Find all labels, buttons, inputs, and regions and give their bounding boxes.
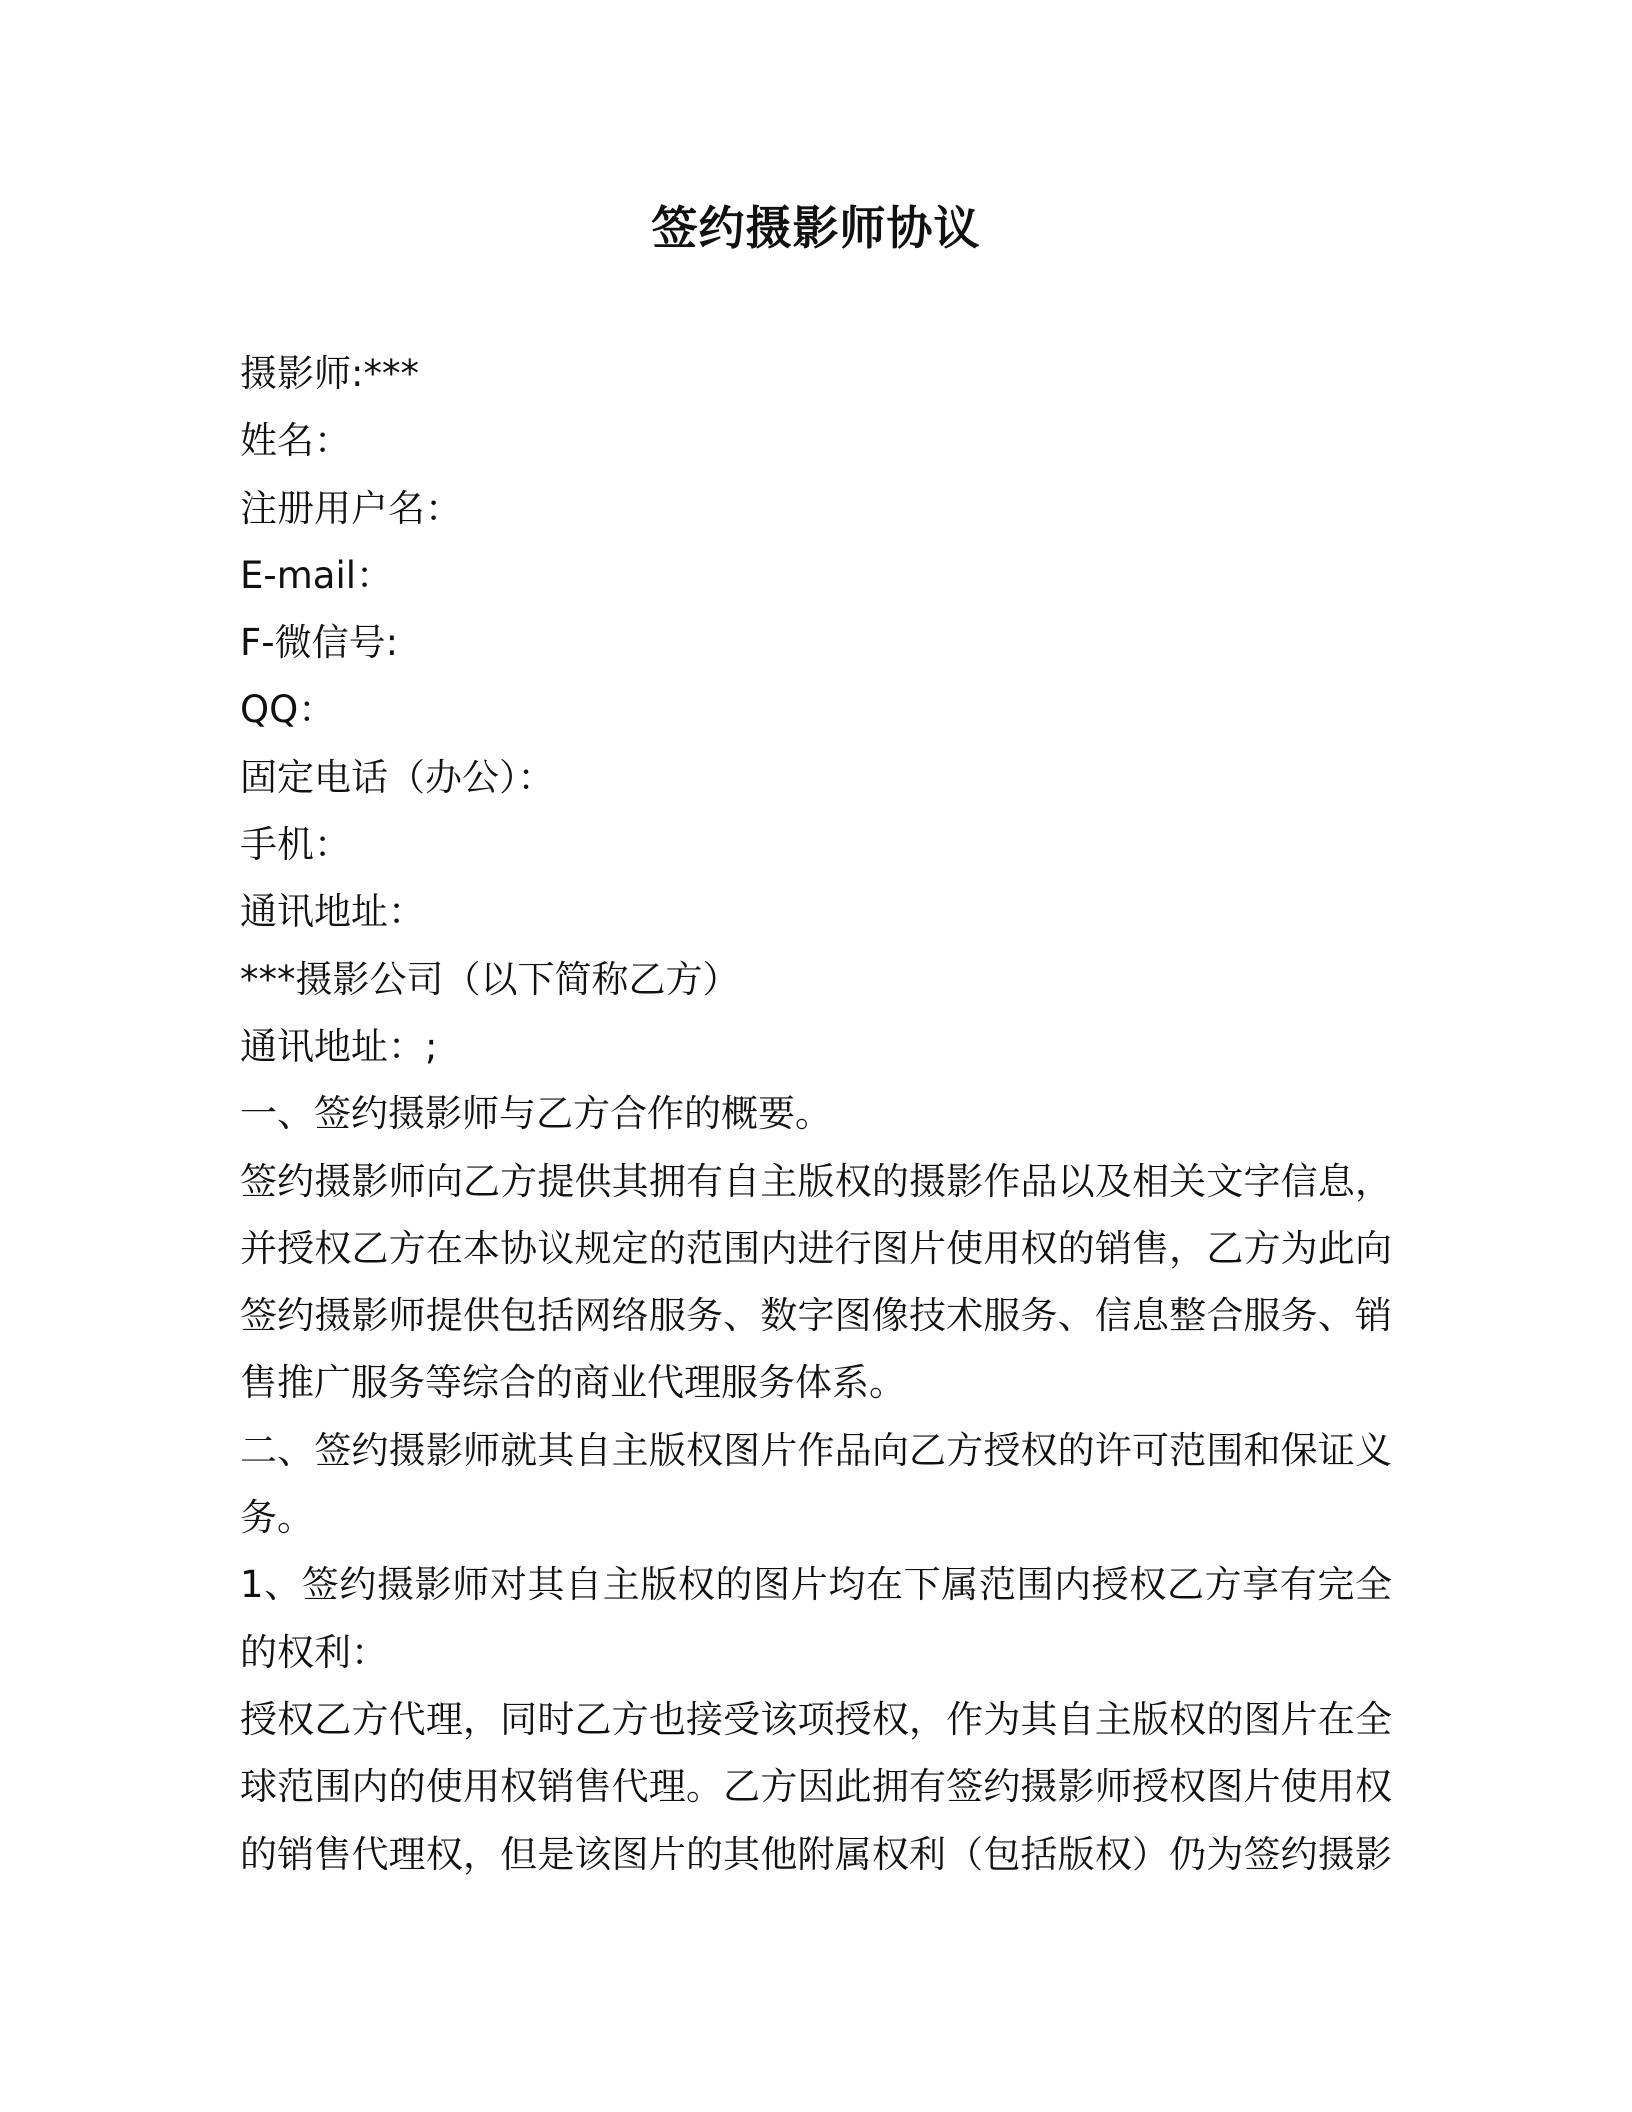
company-address-field: 通讯地址：;	[240, 1024, 438, 1068]
clause-1: 1、签约摄影师对其自主版权的图片均在下属范围内授权乙方享有完全	[240, 1563, 1392, 1607]
paragraph-line: 授权乙方代理，同时乙方也接受该项授权，作为其自主版权的图片在全	[240, 1697, 1392, 1741]
paragraph-line: 球范围内的使用权销售代理。乙方因此拥有签约摄影师授权图片使用权	[240, 1765, 1392, 1809]
paragraph-line: 并授权乙方在本协议规定的范围内进行图片使用权的销售，乙方为此向	[240, 1226, 1392, 1270]
email-field: E-mail：	[240, 553, 394, 597]
username-field: 注册用户名：	[240, 486, 462, 530]
paragraph-line: 的销售代理权，但是该图片的其他附属权利（包括版权）仍为签约摄影	[240, 1832, 1392, 1876]
document-body	[240, 340, 1392, 1888]
photographer-field: 摄影师:***	[240, 352, 419, 395]
name-field: 姓名：	[240, 419, 351, 463]
company-party: ***摄影公司（以下简称乙方）	[240, 957, 740, 1001]
paragraph-line: 售推广服务等综合的商业代理服务体系。	[240, 1361, 906, 1405]
section-heading-1: 一、签约摄影师与乙方合作的概要。	[240, 1092, 832, 1136]
wechat-field: F-微信号:	[240, 621, 399, 665]
address-field: 通讯地址：	[240, 890, 425, 934]
paragraph-line: 签约摄影师提供包括网络服务、数字图像技术服务、信息整合服务、销	[240, 1294, 1392, 1338]
section-heading-2-cont: 务。	[240, 1496, 314, 1540]
document-title: 签约摄影师协议	[651, 201, 981, 255]
paragraph-line: 签约摄影师向乙方提供其拥有自主版权的摄影作品以及相关文字信息，	[240, 1159, 1392, 1203]
office-phone-field: 固定电话（办公）：	[240, 755, 555, 799]
qq-field: QQ：	[240, 688, 336, 732]
clause-1-cont: 的权利：	[240, 1630, 388, 1674]
mobile-field: 手机：	[240, 823, 351, 867]
section-heading-2: 二、签约摄影师就其自主版权图片作品向乙方授权的许可范围和保证义	[240, 1428, 1392, 1472]
